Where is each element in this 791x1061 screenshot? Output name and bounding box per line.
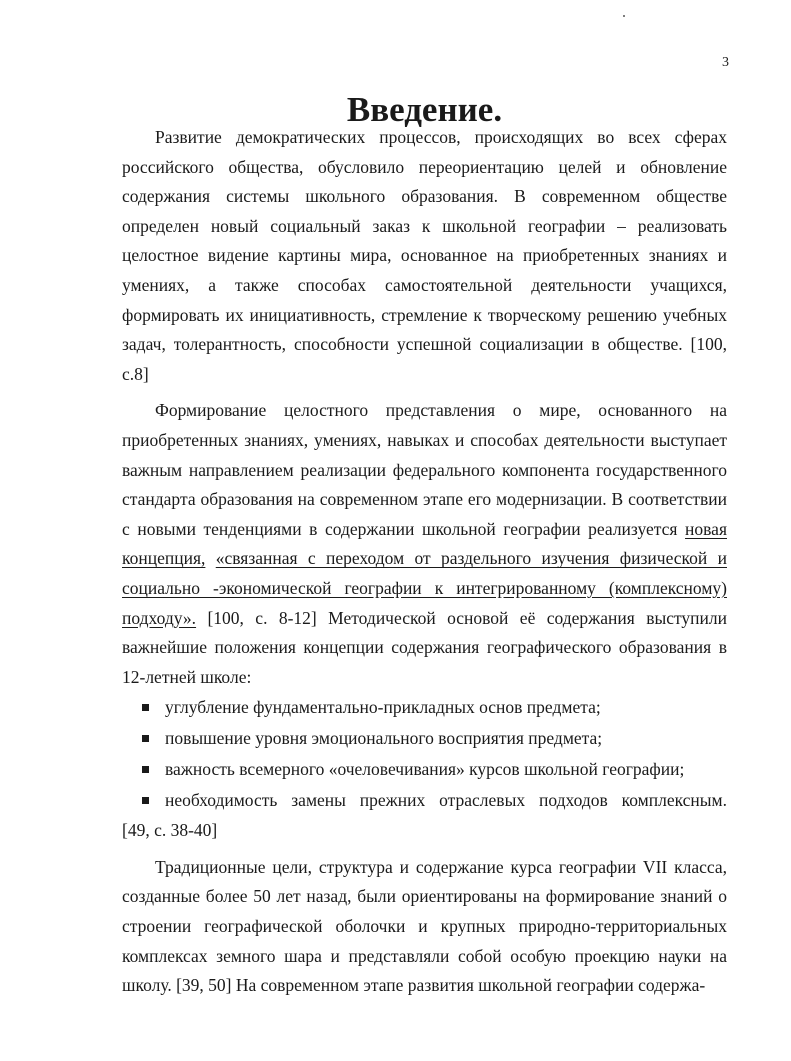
section-heading: Введение. <box>346 90 503 129</box>
square-bullet-icon <box>142 797 149 804</box>
list-item-text: углубление фундаментально-прикладных основ предмета; <box>165 697 601 718</box>
underlined-quote: «связанная с переходом от раздельного изучения физической и социально -экономической географии к интегрированному (комплексному) подходу». <box>122 548 727 628</box>
bullet-list <box>122 692 727 816</box>
bullet-list-citation: [49, с. 38-40] <box>122 820 218 841</box>
page-number: 3 <box>722 55 729 70</box>
paragraph-2 <box>122 396 727 692</box>
square-bullet-icon <box>142 735 149 742</box>
paragraph-3: Традиционные цели, структура и содержание курса географии VII класса, созданные более 50 лет назад, были ориентированы на формирование знаний о строении географической оболочки и крупных природно-территориальных комплексах земного шара и представляли собой особую проекцию науки на школу. [39, 50] На современном этапе развития школьной географии содержа- <box>122 856 727 996</box>
list-item <box>122 692 727 723</box>
list-item-text: важность всемерного «очеловечивания» курсов школьной географии; <box>165 759 685 780</box>
list-item <box>122 754 727 785</box>
paragraph-2-text-before: Формирование целостного представления о мире, основанного на приобретенных знаниях, умениях, навыках и способах деятельности выступает важным направлением реализации федерального компонента государственного стандарта образования на современном этапе его модернизации. В соответствии с новыми тенденциями в содержании школьной географии реализуется <box>122 400 727 539</box>
paragraph-2-spacer <box>205 548 215 568</box>
paragraph-2-text-after: [100, с. 8-12] Методической основой её содержания выступили важнейшие положения концепции содержания географического образования в 12-летней школе: <box>122 607 727 687</box>
underlined-phrase-concept: новая концепция, <box>122 518 727 569</box>
paragraph-1: Развитие демократических процессов, происходящих во всех сферах российского общества, обусловило переориентацию целей и обновление содержания системы школьного образования. В современном обществе определен новый социальный заказ к школьной географии – реализовать целостное видение картины мира, основанное на приобретенных знаниях и умениях, а также способах самостоятельной деятельности учащихся, формировать их инициативность, стремление к творческому решению учебных задач, толерантность, способности успешной социализации в обществе. [100, с.8] <box>122 127 727 384</box>
list-item-text: повышение уровня эмоционального восприятия предмета; <box>165 728 603 749</box>
square-bullet-icon <box>142 766 149 773</box>
square-bullet-icon <box>142 704 149 711</box>
list-item-text: необходимость замены прежних отраслевых подходов комплексным. <box>165 790 727 811</box>
list-item <box>122 785 727 816</box>
scan-artifact-dot <box>623 15 625 17</box>
list-item <box>122 723 727 754</box>
document-body <box>122 90 727 1001</box>
